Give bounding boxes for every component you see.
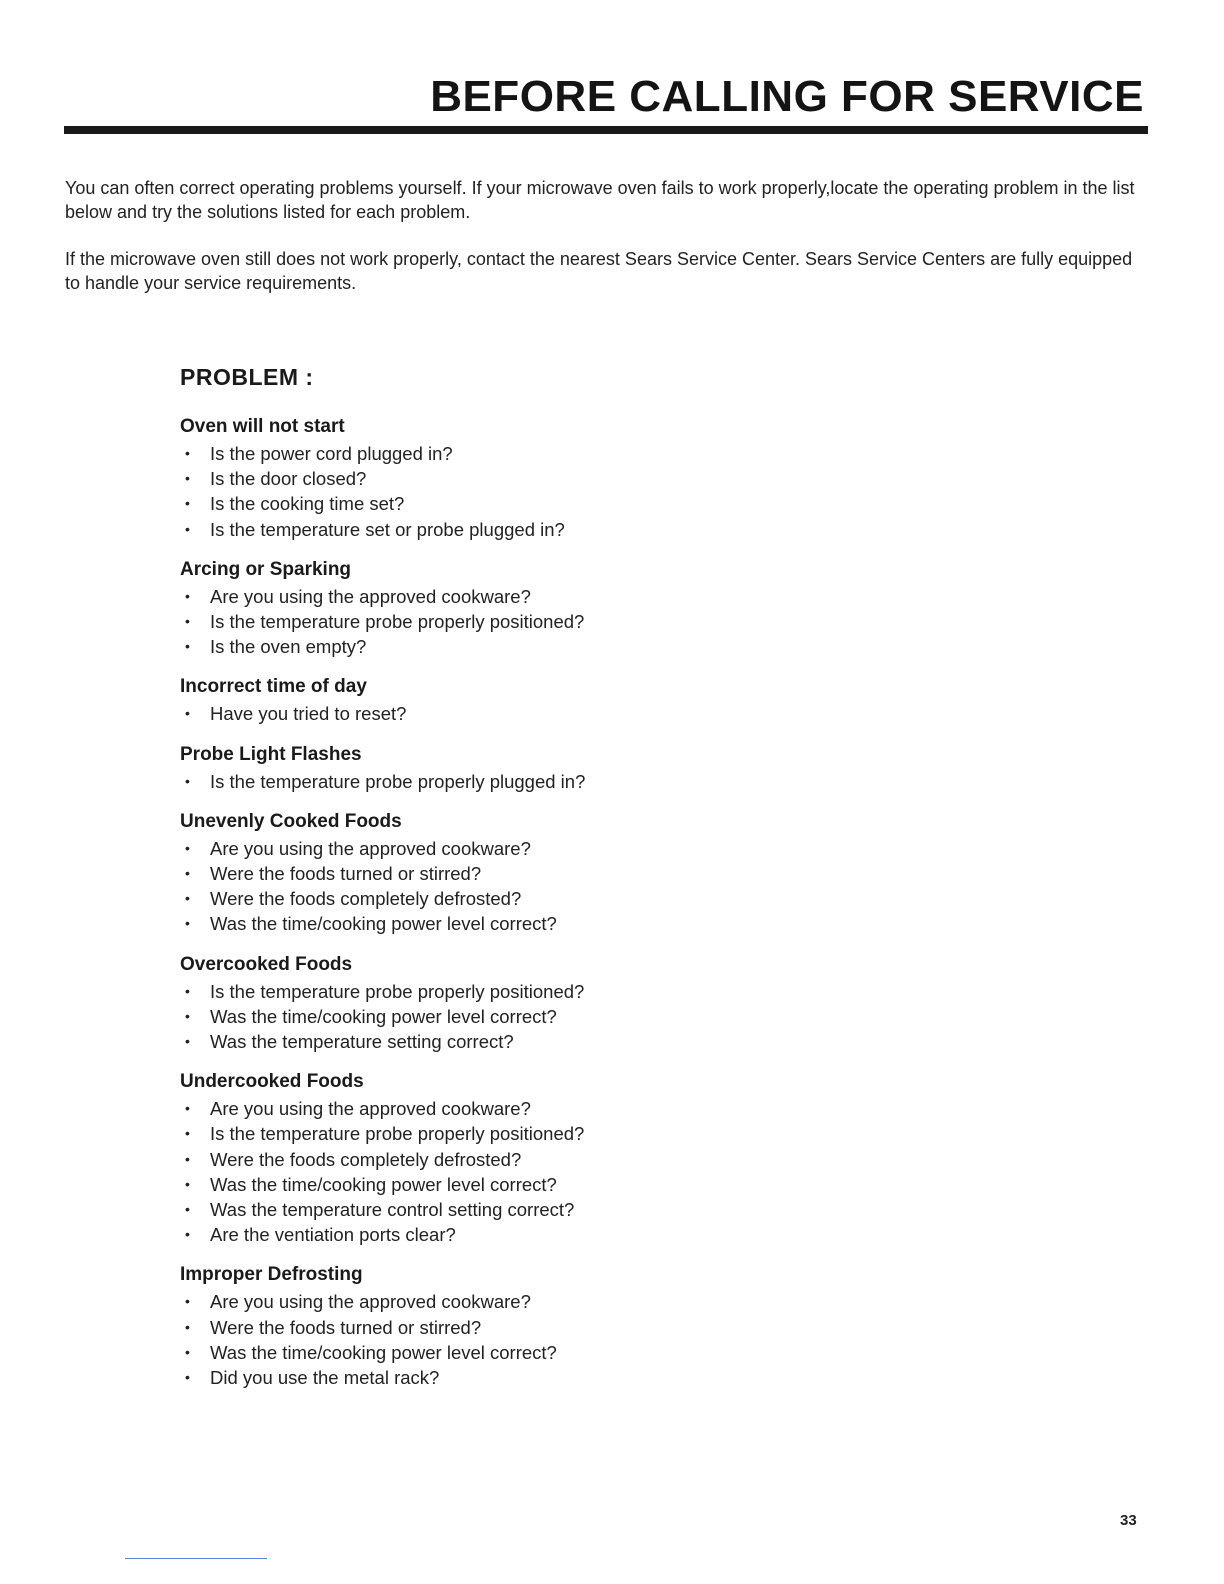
problem-section bbox=[180, 415, 880, 542]
solution-item: • Is the temperature probe properly positioned? bbox=[180, 609, 880, 634]
problem-title: Incorrect time of day bbox=[180, 676, 367, 698]
solution-item: • Are the ventiation ports clear? bbox=[180, 1222, 880, 1247]
solution-list bbox=[180, 701, 880, 726]
solution-item: • Is the power cord plugged in? bbox=[180, 441, 880, 466]
solution-list bbox=[180, 836, 880, 937]
problem-title: Undercooked Foods bbox=[180, 1071, 364, 1093]
problem-title: Overcooked Foods bbox=[180, 953, 353, 975]
solution-item: • Is the temperature set or probe plugged in? bbox=[180, 517, 880, 542]
problem-section bbox=[180, 1070, 880, 1247]
problem-section bbox=[180, 1263, 880, 1390]
title-rule bbox=[64, 126, 1148, 134]
solution-item: • Was the time/cooking power level correct? bbox=[180, 1340, 880, 1365]
footer-line bbox=[125, 1558, 267, 1559]
problem-heading: PROBLEM : bbox=[180, 364, 314, 390]
problem-title: Unevenly Cooked Foods bbox=[180, 810, 402, 832]
solution-item: • Are you using the approved cookware? bbox=[180, 584, 880, 609]
problem-section bbox=[180, 558, 880, 660]
solution-list bbox=[180, 584, 880, 660]
problem-title: Oven will not start bbox=[180, 416, 345, 437]
solution-item: • Is the temperature probe properly plugged in? bbox=[180, 769, 880, 794]
problem-title: Improper Defrosting bbox=[180, 1264, 363, 1286]
solution-list bbox=[180, 1289, 880, 1390]
solution-item: • Did you use the metal rack? bbox=[180, 1365, 880, 1390]
solution-item: • Were the foods completely defrosted? bbox=[180, 1147, 880, 1172]
solution-list bbox=[180, 769, 880, 794]
solution-item: • Is the oven empty? bbox=[180, 634, 880, 659]
solution-item: • Were the foods turned or stirred? bbox=[180, 861, 880, 886]
solution-item: • Have you tried to reset? bbox=[180, 701, 880, 726]
solution-list bbox=[180, 979, 880, 1055]
problem-title: Probe Light Flashes bbox=[180, 743, 362, 765]
solution-item: • Is the door closed? bbox=[180, 466, 880, 491]
page-title: BEFORE CALLING FOR SERVICE bbox=[430, 72, 1144, 121]
page-number: 33 bbox=[1120, 1512, 1137, 1529]
solution-item: • Were the foods turned or stirred? bbox=[180, 1315, 880, 1340]
problem-section bbox=[180, 810, 880, 937]
solution-item: • Is the cooking time set? bbox=[180, 491, 880, 516]
solution-item: • Was the time/cooking power level correct? bbox=[180, 1004, 880, 1029]
problem-section bbox=[180, 743, 880, 794]
problem-section bbox=[180, 675, 880, 726]
problem-section bbox=[180, 953, 880, 1055]
solution-item: • Is the temperature probe properly positioned? bbox=[180, 979, 880, 1004]
problem-title: Arcing or Sparking bbox=[180, 558, 352, 580]
intro-paragraph-2: If the microwave oven still does not work properly, contact the nearest Sears Service Center. Sears Service Centers are fully equipped to handle your service requirements. bbox=[65, 249, 1133, 293]
intro-paragraph-1: You can often correct operating problems yourself. If your microwave oven fails to work properly,locate the operating problem in the list below and try the solutions listed for each problem. bbox=[65, 178, 1135, 222]
solution-item: • Was the time/cooking power level correct? bbox=[180, 1172, 880, 1197]
solution-item: • Are you using the approved cookware? bbox=[180, 1096, 880, 1121]
solution-item: • Is the temperature probe properly positioned? bbox=[180, 1121, 880, 1146]
solution-item: • Was the temperature setting correct? bbox=[180, 1029, 880, 1054]
solution-item: • Were the foods completely defrosted? bbox=[180, 886, 880, 911]
solution-list bbox=[180, 441, 880, 542]
problem-list bbox=[180, 415, 880, 1406]
solution-list bbox=[180, 1096, 880, 1247]
solution-item: • Was the temperature control setting correct? bbox=[180, 1197, 880, 1222]
solution-item: • Are you using the approved cookware? bbox=[180, 836, 880, 861]
solution-item: • Was the time/cooking power level correct? bbox=[180, 911, 880, 936]
solution-item: • Are you using the approved cookware? bbox=[180, 1289, 880, 1314]
